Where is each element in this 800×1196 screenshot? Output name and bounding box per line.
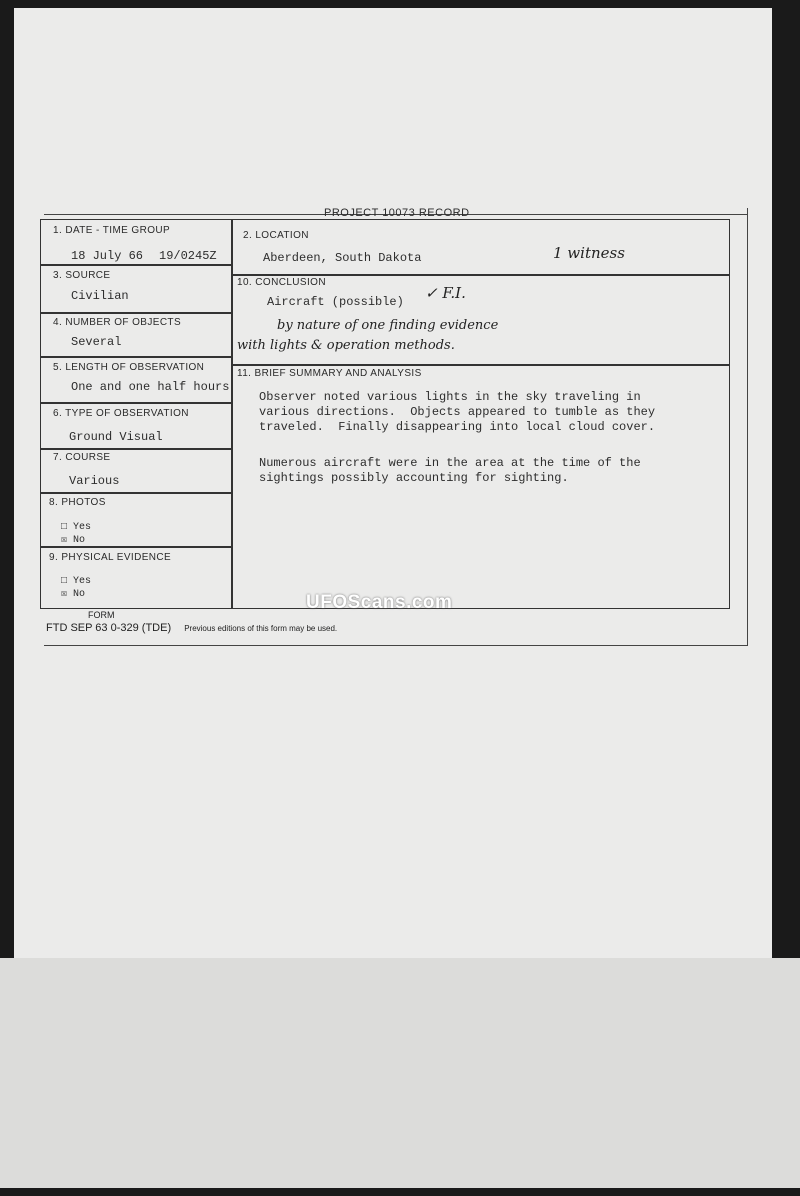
form-footer <box>46 622 337 634</box>
brief-summary-label: 11. BRIEF SUMMARY AND ANALYSIS <box>237 368 422 379</box>
row-line <box>41 546 231 548</box>
course-value: Various <box>69 474 120 488</box>
witness-handwritten-note: 1 witness <box>553 244 625 262</box>
source-label: 3. SOURCE <box>53 270 111 281</box>
date-value: 18 July 66 <box>71 249 144 263</box>
location-value: Aberdeen, South Dakota <box>263 251 422 265</box>
conclusion-handwritten-note-1: by nature of one finding evidence <box>277 318 499 333</box>
type-label: 6. TYPE OF OBSERVATION <box>53 408 189 419</box>
photos-no-checkbox: ☒ No <box>61 535 86 546</box>
number-of-objects-label: 4. NUMBER OF OBJECTS <box>53 317 182 328</box>
row-line <box>41 312 231 314</box>
form-id: FTD SEP 63 0-329 (TDE) <box>46 622 172 634</box>
course-label: 7. COURSE <box>53 452 111 463</box>
row-line <box>41 356 231 358</box>
underlying-sheet <box>0 958 800 1188</box>
photos-label: 8. PHOTOS <box>49 497 106 508</box>
row-line <box>231 364 729 366</box>
evidence-yes-checkbox: □ Yes <box>61 576 92 587</box>
conclusion-handwritten-note-2: with lights & operation methods. <box>237 338 455 353</box>
project-title: PROJECT 10073 RECORD <box>324 207 470 219</box>
conclusion-label: 10. CONCLUSION <box>237 277 326 288</box>
column-divider <box>231 220 233 608</box>
summary-paragraph-2: Numerous aircraft were in the area at the time of the sightings possibly accounting for sighting. <box>259 456 641 485</box>
row-line <box>41 402 231 404</box>
number-of-objects-value: Several <box>71 335 122 349</box>
row-line <box>41 492 231 494</box>
row-line <box>41 448 231 450</box>
physical-evidence-label: 9. PHYSICAL EVIDENCE <box>49 552 172 563</box>
location-label: 2. LOCATION <box>243 230 309 241</box>
card-right-edge <box>747 208 748 646</box>
previous-editions-note: Previous editions of this form may be used. <box>184 624 338 633</box>
length-value: One and one half hours <box>71 380 230 394</box>
source-value: Civilian <box>71 289 129 303</box>
conclusion-value: Aircraft (possible) <box>267 295 404 309</box>
photos-yes-checkbox: □ Yes <box>61 522 92 533</box>
record-form <box>40 219 730 609</box>
conclusion-handwritten-mark: ✓ F.I. <box>425 284 466 302</box>
form-word: FORM <box>88 610 115 620</box>
watermark: UFOScans.com <box>306 592 453 613</box>
type-value: Ground Visual <box>69 430 163 444</box>
evidence-no-checkbox: ☒ No <box>61 589 86 600</box>
length-label: 5. LENGTH OF OBSERVATION <box>53 362 205 373</box>
date-time-label: 1. DATE - TIME GROUP <box>53 225 171 236</box>
row-line <box>41 264 231 266</box>
row-line <box>231 274 729 276</box>
card-bottom-edge <box>44 645 748 646</box>
time-value: 19/0245Z <box>159 249 217 263</box>
summary-paragraph-1: Observer noted various lights in the sky traveling in various directions. Objects appeared to tumble as they traveled. Finally disappearing into local cloud cover. <box>259 390 656 434</box>
